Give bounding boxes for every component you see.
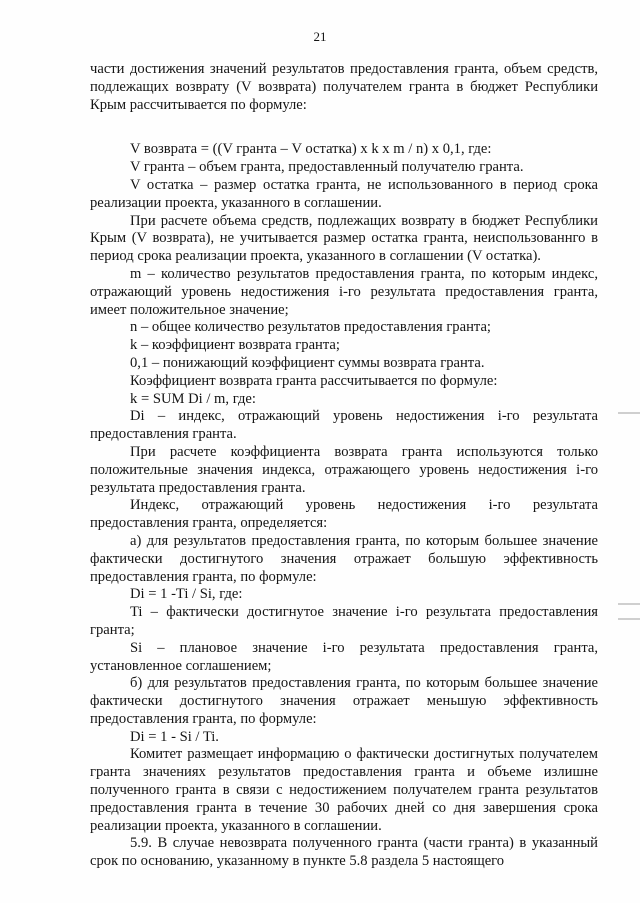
document-body <box>90 61 598 871</box>
paragraph-committee-info: Комитет размещает информацию о фактически достигнутых получателем гранта значениях результатов предоставления гранта и объеме излишне полученного гранта в связи с недостижением получателем гранта результатов предоставления гранта в течение 30 рабочих дней со дня завершения срока реализации проекта, указанного в соглашении. <box>90 746 598 834</box>
blank-line <box>90 114 598 141</box>
item-b-results: б) для результатов предоставления гранта, по которым большее значение фактически достигнутого значения отражает меньшую эффективность предоставления гранта, по формуле: <box>90 675 598 727</box>
definition-si: Si – плановое значение i-го результата предоставления гранта, установленное соглашением; <box>90 639 598 674</box>
definition-reduction-coefficient: 0,1 – понижающий коэффициент суммы возврата гранта. <box>130 354 485 371</box>
paragraph-k-formula-intro: Коэффициент возврата гранта рассчитывается по формуле: <box>130 372 498 389</box>
definition-k: k – коэффициент возврата гранта; <box>130 337 340 354</box>
paragraph-positive-values: При расчете коэффициента возврата гранта используются только положительные значения индекса, отражающего уровень недостижения i-го результата предоставления гранта. <box>90 443 598 496</box>
page-number: 21 <box>313 29 327 44</box>
paragraph-clause-5-9: 5.9. В случае невозврата полученного гранта (части гранта) в указанный срок по основанию, указанному в пункте 5.8 раздела 5 настоящего <box>90 835 598 870</box>
definition-ti: Ti – фактически достигнутое значение i-го результата предоставления гранта; <box>90 604 598 638</box>
paragraph-remainder-exclusion: При расчете объема средств, подлежащих возврату в бюджет Республики Крым (V возврата), не учитывается размер остатка гранта, неиспользованнго в период срока реализации проекта, указанного в соглашении (V остатка). <box>90 212 598 265</box>
paragraph-formula-intro: части достижения значений результатов предоставления гранта, объем средств, подлежащих возврату (V возврата) получателем гранта в бюджет Республики Крым рассчитывается по формуле: <box>90 61 598 113</box>
scan-edge-mark <box>618 412 640 414</box>
item-a-results: а) для результатов предоставления гранта, по которым большее значение фактически достигнутого значения отражает большую эффективность предоставления гранта, по формуле: <box>90 532 598 585</box>
definition-v-grant: V гранта – объем гранта, предоставленный получателю гранта. <box>130 159 524 176</box>
formula-di-b: Di = 1 - Si / Ti. <box>130 728 219 745</box>
scan-edge-mark <box>618 618 640 620</box>
scan-edge-mark <box>618 603 640 605</box>
formula-v-return: V возврата = ((V гранта – V остатка) x k x m / n) x 0,1, где: <box>130 141 492 158</box>
formula-di-a: Di = 1 -Ti / Si, где: <box>130 586 243 603</box>
definition-di: Di – индекс, отражающий уровень недостижения i-го результата предоставления гранта. <box>90 408 598 443</box>
paragraph-index-determination: Индекс, отражающий уровень недостижения i-го результата предоставления гранта, определяется: <box>90 497 598 532</box>
definition-v-remainder: V остатка – размер остатка гранта, не использованного в период срока реализации проекта, указанного в соглашении. <box>90 176 598 211</box>
definition-n: n – общее количество результатов предоставления гранта; <box>130 319 491 336</box>
definition-m: m – количество результатов предоставления гранта, по которым индекс, отражающий уровень недостижения i-го результата предоставления гранта, имеет положительное значение; <box>90 265 598 318</box>
formula-k: k = SUM Di / m, где: <box>130 390 256 407</box>
